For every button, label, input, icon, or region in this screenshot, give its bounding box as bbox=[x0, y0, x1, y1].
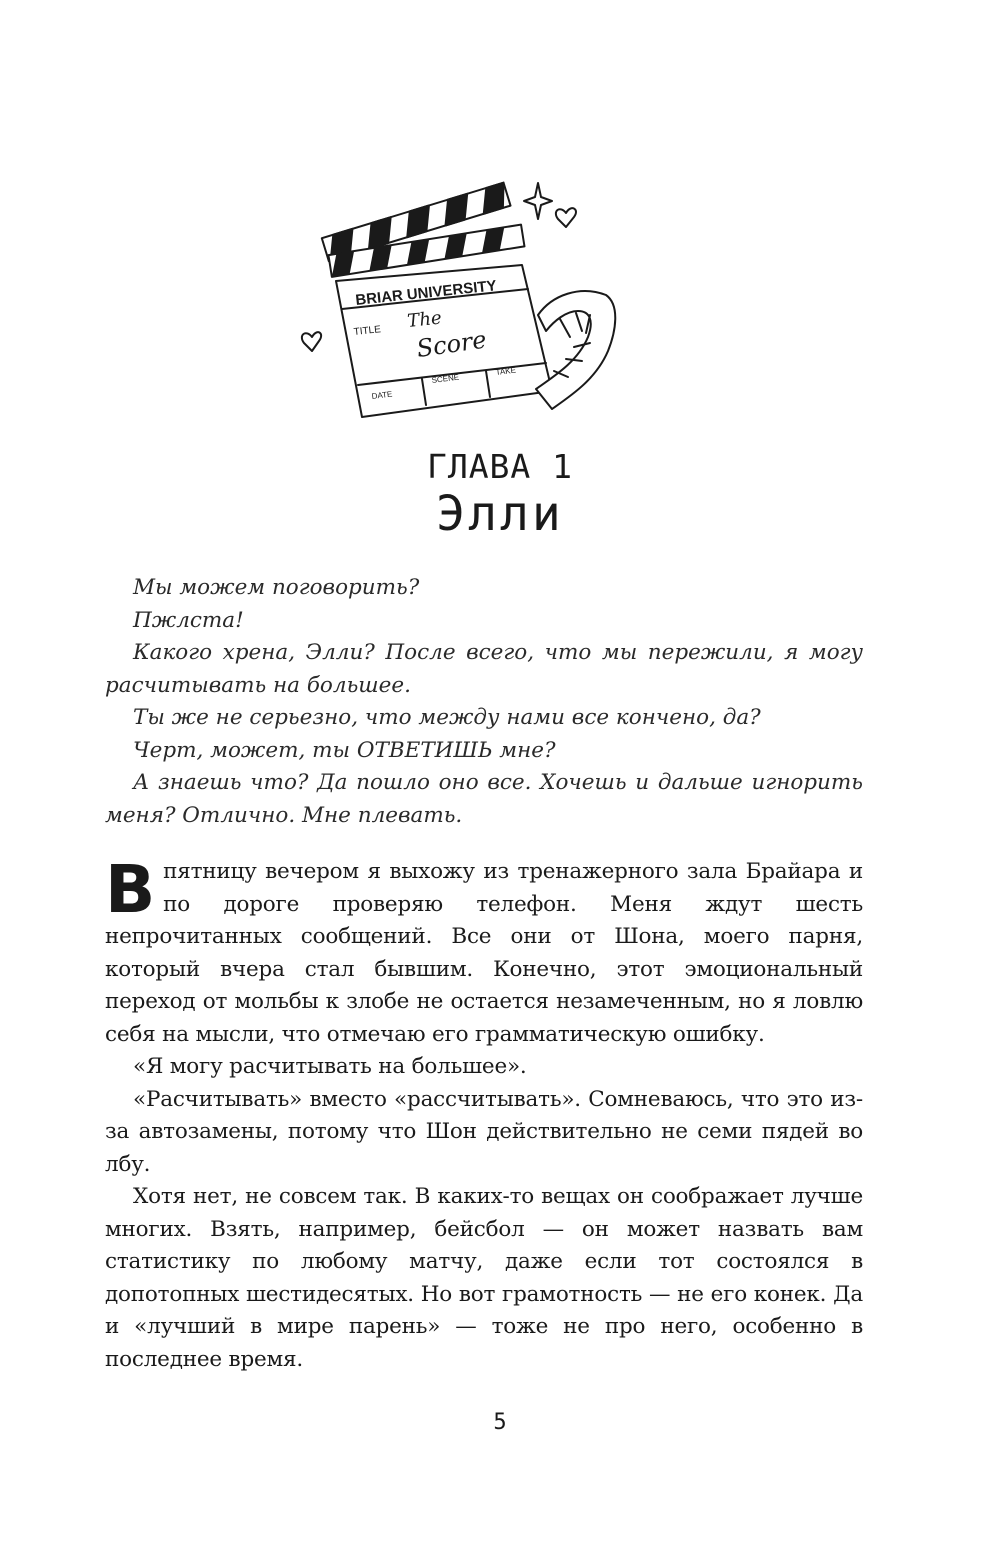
heart-icon bbox=[556, 208, 576, 227]
clapper-title-word-2: Score bbox=[414, 325, 489, 363]
clapperboard-illustration bbox=[290, 165, 650, 435]
text-messages bbox=[105, 572, 863, 832]
paragraph-text: пятницу вечером я выхожу из тренажерного зала Брайара и по дороге проверяю телефон. Меня ждут шесть непрочитанных сообщений. Все они от Шона, моего парня, который вчера стал бывшим. Конечно, этот эмоциональный переход от мольбы к злобе не остается незамеченным, но я ловлю себя на мысли, что отмечаю его грамматическую ошибку. bbox=[105, 859, 863, 1047]
clapper-take-label: TAKE bbox=[495, 365, 517, 377]
chapter-label: ГЛАВА 1 bbox=[426, 447, 574, 486]
paragraph bbox=[105, 851, 863, 1051]
clapper-title-label: TITLE bbox=[353, 324, 382, 338]
clapper-scene-label: SCENE bbox=[431, 372, 460, 385]
sparkle-icon bbox=[524, 183, 552, 219]
message-line: Ты же не серьезно, что между нами все кончено, да? bbox=[133, 705, 761, 730]
message-line: Пжлста! bbox=[133, 607, 244, 633]
message-line: Какого хрена, Элли? После всего, что мы пережили, я могу расчитывать на большее. bbox=[105, 640, 863, 698]
clapper-date-label: DATE bbox=[371, 389, 393, 401]
chapter-title: Элли bbox=[436, 486, 564, 542]
heart-icon bbox=[302, 332, 321, 351]
drop-cap: В bbox=[105, 851, 156, 928]
paragraph: «Я могу расчитывать на большее». bbox=[133, 1054, 527, 1079]
clapper-title-word-1: The bbox=[406, 307, 443, 332]
narrative bbox=[105, 851, 863, 1376]
paragraph: «Расчитывать» вместо «рассчитывать». Сомневаюсь, что это из-за автозамены, потому что Шон действительно не семи пядей во лбу. bbox=[105, 1086, 863, 1177]
paragraph: Хотя нет, не совсем так. В каких-то вещах он соображает лучше многих. Взять, например, бейсбол — он может назвать вам статистику по любому матчу, даже если тот состоялся в допотопных шестидесятых. Но вот грамотность — не его конек. Да и «лучший в мире парень» — тоже не про него, особенно в последнее время. bbox=[105, 1184, 863, 1372]
message-line: А знаешь что? Да пошло оно все. Хочешь и дальше игнорить меня? Отлично. Мне плевать. bbox=[105, 770, 863, 828]
page-body bbox=[105, 572, 863, 1376]
page-number: 5 bbox=[493, 1410, 507, 1435]
message-line: Мы можем поговорить? bbox=[133, 575, 420, 600]
message-line: Черт, может, ты ОТВЕТИШЬ мне? bbox=[133, 737, 556, 763]
film-strip bbox=[536, 291, 615, 409]
clapper-header: BRIAR UNIVERSITY bbox=[354, 277, 498, 309]
